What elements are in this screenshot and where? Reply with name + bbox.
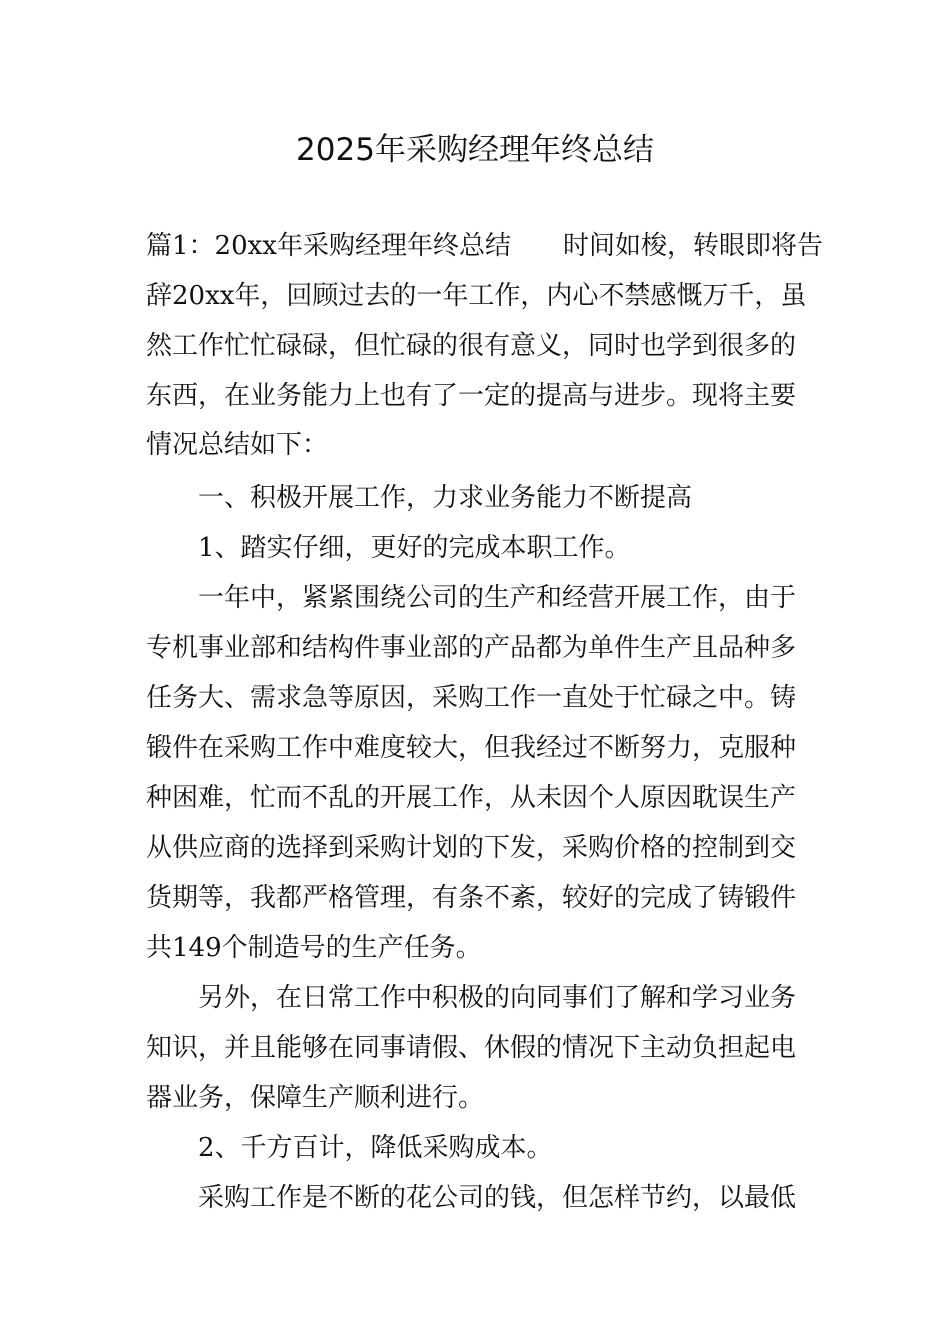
text-line-2: 辞20xx年，回顾过去的一年工作，内心不禁感慨万千，虽 [146,281,807,311]
text-line-12: 种困难，忙而不乱的开展工作，从未因个人原因耽误生产 [146,783,797,813]
text-line-11: 锻件在采购工作中难度较大，但我经过不断努力，克服种 [146,733,797,763]
text-line-17: 知识，并且能够在同事请假、休假的情况下主动负担起电 [146,1033,797,1063]
text-line-8: 一年中，紧紧围绕公司的生产和经营开展工作，由于 [198,583,797,613]
document-title: 2025年采购经理年终总结 [296,132,654,168]
text-line-3: 然工作忙忙碌碌，但忙碌的很有意义，同时也学到很多的 [146,331,797,361]
paragraph-start-inline: 时间如梭，转眼即将告 [562,231,823,261]
text-line-14: 货期等，我都严格管理，有条不紊，较好的完成了铸锻件 [146,883,797,913]
text-line-1 [146,226,823,266]
text-line-4: 东西，在业务能力上也有了一定的提高与进步。现将主要 [146,381,797,411]
section-heading-1: 一、积极开展工作，力求业务能力不断提高 [198,483,693,513]
text-line-5: 情况总结如下： [146,430,329,460]
text-line-15: 共149个制造号的生产任务。 [146,933,482,963]
text-line-10: 任务大、需求急等原因，采购工作一直处于忙碌之中。铸 [146,683,797,713]
subheading-2: 2、千方百计，降低采购成本。 [198,1133,553,1163]
text-line-13: 从供应商的选择到采购计划的下发，采购价格的控制到交 [146,833,797,863]
text-line-20: 采购工作是不断的花公司的钱，但怎样节约，以最低 [198,1183,797,1213]
text-line-9: 专机事业部和结构件事业部的产品都为单件生产且品种多 [146,633,797,663]
subheading-1: 1、踏实仔细，更好的完成本职工作。 [198,533,631,563]
section-heading-inline: 篇1：20xx年采购经理年终总结 [146,231,511,261]
text-line-16: 另外，在日常工作中积极的向同事们了解和学习业务 [198,983,797,1013]
text-line-18: 器业务，保障生产顺利进行。 [146,1083,485,1113]
